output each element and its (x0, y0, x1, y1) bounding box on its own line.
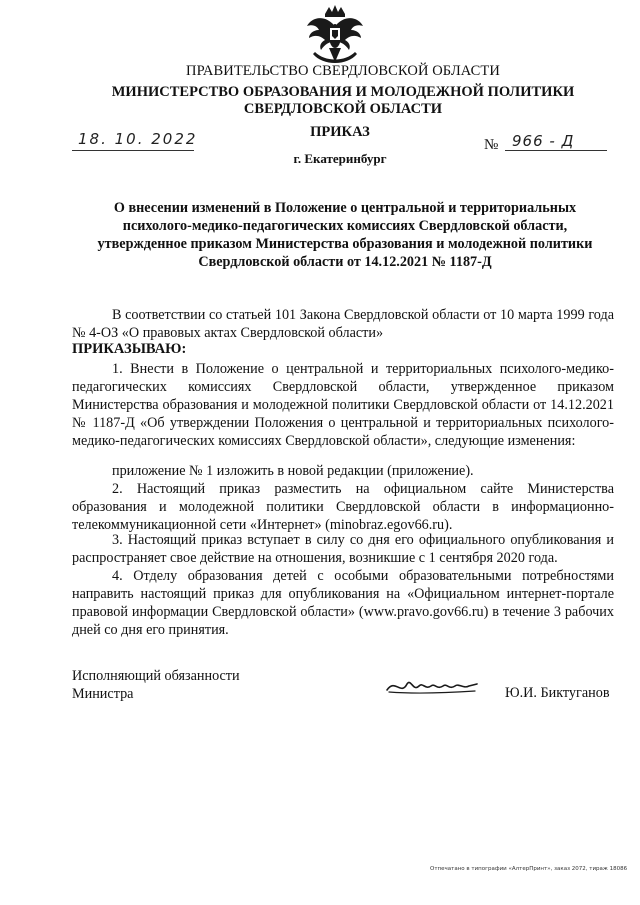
order-title: О внесении изменений в Положение о центральной и территориальных психолого-медико-педагогических комиссиях Свердловской области, утвержденное приказом Министерства образования и молодежной политики Свердловской области от 14.12.2021 № 1187-Д (97, 200, 593, 270)
signatory-role-line-1: Исполняющий обязанности (72, 668, 240, 684)
handwritten-signature (385, 674, 481, 698)
signatory-role-line-2: Министра (72, 686, 134, 702)
handwritten-date: 18. 10. 2022 (78, 130, 198, 148)
item-1-paragraph: 1. Внести в Положение о центральной и территориальных психолого-медико-педагогических комиссиях Свердловской области, утвержденное приказом Министерства образования и молодежной политики Свердловской области от 14.12.2021 № 1187-Д «Об утверждении Положения о центральной и территориальных психолого-медико-педагогических комиссиях Свердловской области», следующие изменения: (72, 361, 614, 449)
item-1-sub-paragraph: приложение № 1 изложить в новой редакции (приложение). (112, 463, 474, 479)
ministry-line-1: МИНИСТЕРСТВО ОБРАЗОВАНИЯ И МОЛОДЕЖНОЙ ПОЛИТИКИ (111, 84, 575, 100)
ministry-header (100, 84, 586, 118)
date-underline (72, 150, 194, 151)
signatory-name: Ю.И. Биктуганов (505, 685, 610, 701)
government-header: ПРАВИТЕЛЬСТВО СВЕРДЛОВСКОЙ ОБЛАСТИ (186, 63, 500, 79)
item-4-paragraph: 4. Отделу образования детей с особыми образовательными потребностями направить настоящий приказ для опубликования на «Официальном интернет-портале правовой информации Свердловской области» (www.pravo.gov66.ru) в течение 3 рабочих дней со дня его принятия. (72, 568, 614, 638)
signatory-role (72, 667, 322, 703)
number-label: № (484, 137, 499, 153)
print-note: Отпечатано в типографии «АлтерПринт», заказ 2072, тираж 18086 (430, 866, 628, 872)
document-type: ПРИКАЗ (310, 124, 370, 140)
city: г. Екатеринбург (293, 151, 387, 166)
item-2-paragraph: 2. Настоящий приказ разместить на официальном сайте Министерства образования и молодежной политики Свердловской области в информационно-телекоммуникационной сети «Интернет» (minobraz.egov66.ru). (72, 481, 614, 533)
handwritten-number: 966 - Д (512, 132, 575, 150)
order-word: ПРИКАЗЫВАЮ: (72, 341, 187, 357)
ministry-line-2: СВЕРДЛОВСКОЙ ОБЛАСТИ (243, 101, 443, 117)
coat-of-arms-emblem (303, 4, 367, 70)
item-3-paragraph: 3. Настоящий приказ вступает в силу со дня его официального опубликования и распространяет свое действие на отношения, возникшие с 1 сентября 2020 года. (72, 532, 614, 566)
number-underline (505, 150, 607, 151)
preamble-paragraph: В соответствии со статьей 101 Закона Свердловской области от 10 марта 1999 года № 4-ОЗ «О правовых актах Свердловской области» (72, 307, 614, 341)
